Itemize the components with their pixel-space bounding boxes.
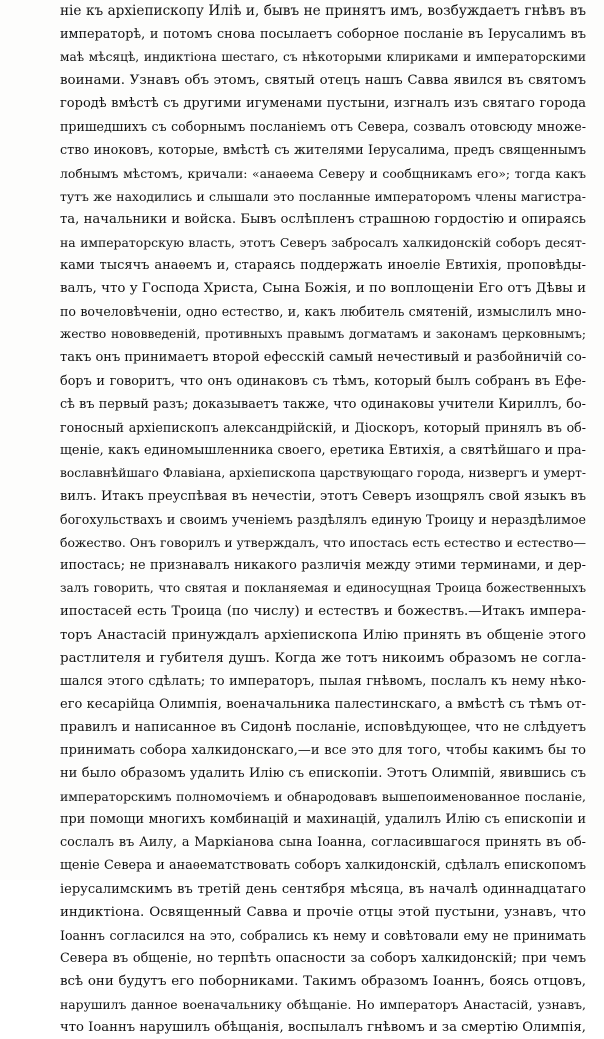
text-line: валъ, что у Господа Христа, Сына Божія, и по воплощеніи Его отъ Дѣвы и — [60, 281, 586, 297]
text-line: ипостасей есть Троица (по числу) и естествъ и божествъ.—Итакъ импера- — [60, 604, 586, 620]
text-line: ніе къ архіепископу Иліѣ и, бывъ не принятъ имъ, возбуждаетъ гнѣвъ въ — [60, 3, 586, 19]
text-line: его кесарійца Олимпія, военачальника палестинскаго, а вмѣстѣ съ тѣмъ от- — [60, 696, 586, 712]
text-line: сослалъ въ Аилу, а Маркіанова сына Іоанна, согласившагося принять въ об- — [60, 835, 586, 851]
text-line: маѣ мѣсяцѣ, индиктіона шестаго, съ нѣкоторыми клириками и императорскими — [60, 50, 586, 65]
text-line: божество. Онъ говорилъ и утверждалъ, что ипостась есть естество и естество— — [60, 535, 586, 551]
body-text — [60, 0, 586, 1039]
text-line: щеніе, какъ единомышленника своего, еретика Евтихія, а святѣйшаго и пра- — [60, 442, 586, 458]
text-line: городѣ вмѣстѣ съ другими игуменами пустыни, изгналъ изъ святаго города — [60, 96, 586, 112]
text-line: растлителя и губителя душъ. Когда же тотъ никоимъ образомъ не согла- — [60, 650, 586, 666]
text-line: на императорскую власть, этотъ Северъ забросалъ халкидонскій соборъ десят- — [60, 234, 586, 250]
text-line: залъ говорить, что святая и покланяемая и единосущная Троица божественныхъ — [60, 581, 586, 596]
text-line: щеніе Севера и анаѳематствовать соборъ халкидонскій, сдѣлалъ епископомъ — [60, 858, 586, 874]
text-line: ипостась; не признавалъ никакого различія между этими терминами, и дер- — [60, 558, 586, 574]
text-line: нарушилъ данное военачальнику обѣщаніе. Но императоръ Анастасій, узнавъ, — [60, 997, 586, 1013]
text-line: богохульствахъ и своимъ ученіемъ раздѣлялъ единую Троицу и нераздѣлимое — [60, 512, 586, 528]
text-line: сѣ въ первый разъ; доказываетъ также, что одинаковы учители Кириллъ, бо- — [60, 396, 586, 412]
text-line: принимать собора халкидонскаго,—и все это для того, чтобы какимъ бы то — [60, 743, 586, 758]
text-line: индиктіона. Освященный Савва и прочіе отцы этой пустыни, узнавъ, что — [60, 904, 586, 920]
text-line: шался этого сдѣлать; то императоръ, пылая гнѣвомъ, послалъ къ нему нѣко- — [60, 673, 586, 689]
text-line: лобнымъ мѣстомъ, кричали: «анаѳема Северу и сообщникамъ его»; тогда какъ — [60, 165, 586, 181]
text-line: Севера въ общеніе, но терпѣть опасности за соборъ халкидонскій; при чемъ — [60, 950, 586, 966]
text-line: правилъ и написанное въ Сидонѣ посланіе, исповѣдующее, что не слѣдуетъ — [60, 719, 586, 735]
text-line: ками тысячъ анаѳемъ и, стараясь поддержать иноеліе Евтихія, проповѣды- — [60, 258, 586, 274]
text-line: торъ Анастасій принуждалъ архіепископа Илію принять въ общеніе этого — [60, 627, 586, 643]
text-line: вилъ. Итакъ преуспѣвая въ нечестіи, этотъ Северъ изощрялъ свой языкъ въ — [60, 488, 586, 504]
text-line: императорѣ, и потомъ снова посылаетъ соборное посланіе въ Іерусалимъ въ — [60, 27, 586, 43]
text-line: вославнѣйшаго Флавіана, архіепископа царствующаго города, низвергъ и умерт- — [60, 465, 586, 480]
text-line: пришедшихъ съ соборнымъ посланіемъ отъ Севера, созвалъ отовсюду множе- — [60, 119, 586, 135]
text-line: та, начальники и войска. Бывъ ослѣпленъ страшною гордостію и опираясь — [60, 211, 586, 227]
text-line: воинами. Узнавъ объ этомъ, святый отецъ нашъ Савва явился въ святомъ — [60, 73, 586, 89]
text-line: ни было образомъ удалить Илію съ епископіи. Этотъ Олимпій, явившись съ — [60, 766, 586, 782]
text-line: Іоаннъ согласился на это, собрались къ нему и совѣтовали ему не принимать — [60, 927, 586, 943]
text-line: боръ и говоритъ, что онъ одинаковъ съ тѣмъ, который былъ собранъ въ Ефе- — [60, 373, 586, 389]
text-line: при помощи многихъ комбинацій и махинацій, удалилъ Илію съ епископіи и — [60, 812, 586, 828]
text-line: по вочеловѣченіи, одно естество, и, какъ любитель смятеній, измыслилъ мно- — [60, 304, 586, 320]
text-line: что Іоаннъ нарушилъ обѣщанія, воспылалъ гнѣвомъ и за смертію Олимпія, — [60, 1020, 586, 1036]
text-line: іерусалимскимъ въ третій день сентября мѣсяца, въ началѣ одиннадцатаго — [60, 881, 586, 897]
text-line: ство иноковъ, которые, вмѣстѣ съ жителями Іерусалима, предъ священнымъ — [60, 142, 586, 158]
text-line: всѣ они будутъ его поборниками. Такимъ образомъ Іоаннъ, боясь отцовъ, — [60, 973, 586, 989]
text-line: тутъ же находились и слышали это посланные императоромъ члены магистра- — [60, 188, 586, 204]
text-line: жество нововведеній, противныхъ правымъ догматамъ и законамъ церковнымъ; — [60, 327, 586, 342]
text-line: императорскимъ полномочіемъ и обнародовавъ вышепоименованное посланіе, — [60, 789, 586, 805]
text-line: такъ онъ принимаетъ второй ефесскій самый нечестивый и разбойничій со- — [60, 350, 586, 366]
text-line: гоносный архіепископъ александрійскій, и Діоскоръ, который принялъ въ об- — [60, 419, 586, 435]
